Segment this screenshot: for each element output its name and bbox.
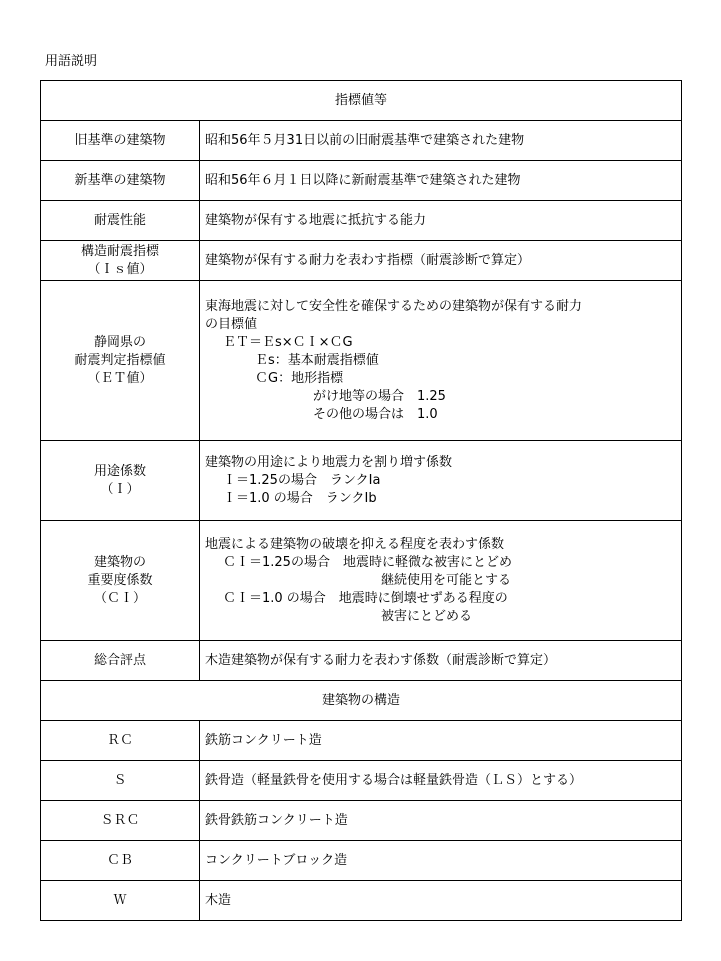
section-header-indicators: 指標値等 xyxy=(41,81,682,121)
table-row xyxy=(41,761,682,801)
table-row xyxy=(41,121,682,161)
term-cell xyxy=(41,441,200,521)
page-title: 用語説明 xyxy=(45,54,98,69)
formula-text: ＥＴ＝Ｅs×ＣＩ×ＣG xyxy=(223,334,353,350)
definition-cell: 鉄骨造（軽量鉄骨を使用する場合は軽量鉄骨造（ＬＳ）とする） xyxy=(200,761,682,801)
table-row xyxy=(41,641,682,681)
term-text: 重要度係数 xyxy=(87,572,153,588)
term-cell xyxy=(41,121,200,161)
table-row xyxy=(41,721,682,761)
definition-text: 地震による建築物の破壊を抑える程度を表わす係数 xyxy=(205,536,505,552)
term-cell: ＲＣ xyxy=(41,721,200,761)
definition-cell xyxy=(200,441,682,521)
definition-cell xyxy=(200,521,682,641)
term-text: 耐震判定指標値 xyxy=(74,352,166,368)
term-text: （ＣＩ） xyxy=(93,590,146,606)
glossary-table xyxy=(40,80,682,921)
table-row xyxy=(41,801,682,841)
term-text: 総合評点 xyxy=(93,652,146,668)
definition-cell xyxy=(200,241,682,281)
definition-text: 建築物が保有する耐力を表わす指標（耐震診断で算定） xyxy=(205,252,531,268)
section-header-row xyxy=(41,681,682,721)
term-cell xyxy=(41,521,200,641)
definition-text: 建築物が保有する地震に抵抗する能力 xyxy=(205,212,427,228)
definition-text: の目標値 xyxy=(205,316,258,332)
term-cell: ＳＲＣ xyxy=(41,801,200,841)
term-cell xyxy=(41,161,200,201)
term-text: 新基準の建築物 xyxy=(74,172,166,188)
term-text: 建築物の xyxy=(93,554,146,570)
formula-term-text: Ｅs：基本耐震指標値 xyxy=(255,352,379,368)
term-cell xyxy=(41,201,200,241)
table-row xyxy=(41,441,682,521)
definition-text: 継続使用を可能とする xyxy=(381,572,512,588)
definition-cell xyxy=(200,281,682,441)
definition-text: Ｉ＝1.25の場合 ランクⅠa xyxy=(223,472,381,488)
term-text: 耐震性能 xyxy=(93,212,146,228)
definition-text: ＣＩ＝1.25の場合 地震時に軽微な被害にとどめ xyxy=(223,554,512,570)
definition-cell: 鉄骨鉄筋コンクリート造 xyxy=(200,801,682,841)
definition-cell xyxy=(200,201,682,241)
section-header-structure: 建築物の構造 xyxy=(41,681,682,721)
definition-text: ＣＩ＝1.0 の場合 地震時に倒壊せずある程度の xyxy=(223,590,508,606)
section-header-row xyxy=(41,81,682,121)
term-text: （Ｉｓ値） xyxy=(87,261,153,277)
table-row xyxy=(41,241,682,281)
term-text: （Ｉ） xyxy=(100,481,140,497)
table-row xyxy=(41,881,682,921)
term-cell xyxy=(41,641,200,681)
term-text: 構造耐震指標 xyxy=(80,243,159,259)
definition-cell: 鉄筋コンクリート造 xyxy=(200,721,682,761)
definition-cell xyxy=(200,121,682,161)
formula-value-text: その他の場合は 1.0 xyxy=(313,406,438,422)
table-row xyxy=(41,201,682,241)
definition-cell: コンクリートブロック造 xyxy=(200,841,682,881)
definition-text: 建築物の用途により地震力を割り増す係数 xyxy=(205,454,453,470)
term-text: 旧基準の建築物 xyxy=(74,132,166,148)
table-row xyxy=(41,841,682,881)
formula-value-text: がけ地等の場合 1.25 xyxy=(313,388,446,404)
table-row xyxy=(41,161,682,201)
formula-term-text: ＣG：地形指標 xyxy=(255,370,344,386)
definition-text: 昭和56年５月31日以前の旧耐震基準で建築された建物 xyxy=(205,132,525,148)
table-row xyxy=(41,521,682,641)
definition-cell: 木造 xyxy=(200,881,682,921)
term-cell: ＣＢ xyxy=(41,841,200,881)
definition-text: Ｉ＝1.0 の場合 ランクⅠb xyxy=(223,490,377,506)
term-cell xyxy=(41,281,200,441)
term-text: 静岡県の xyxy=(93,334,146,350)
definition-text: 被害にとどめる xyxy=(381,608,473,624)
definition-text: 昭和56年６月１日以降に新耐震基準で建築された建物 xyxy=(205,172,521,188)
term-cell xyxy=(41,241,200,281)
term-text: （ＥＴ値） xyxy=(87,370,153,386)
definition-text: 木造建築物が保有する耐力を表わす係数（耐震診断で算定） xyxy=(205,652,557,668)
term-text: 用途係数 xyxy=(93,463,146,479)
definition-cell xyxy=(200,641,682,681)
table-row xyxy=(41,281,682,441)
term-cell: Ｗ xyxy=(41,881,200,921)
definition-cell xyxy=(200,161,682,201)
definition-text: 東海地震に対して安全性を確保するための建築物が保有する耐力 xyxy=(205,298,583,314)
term-cell: Ｓ xyxy=(41,761,200,801)
